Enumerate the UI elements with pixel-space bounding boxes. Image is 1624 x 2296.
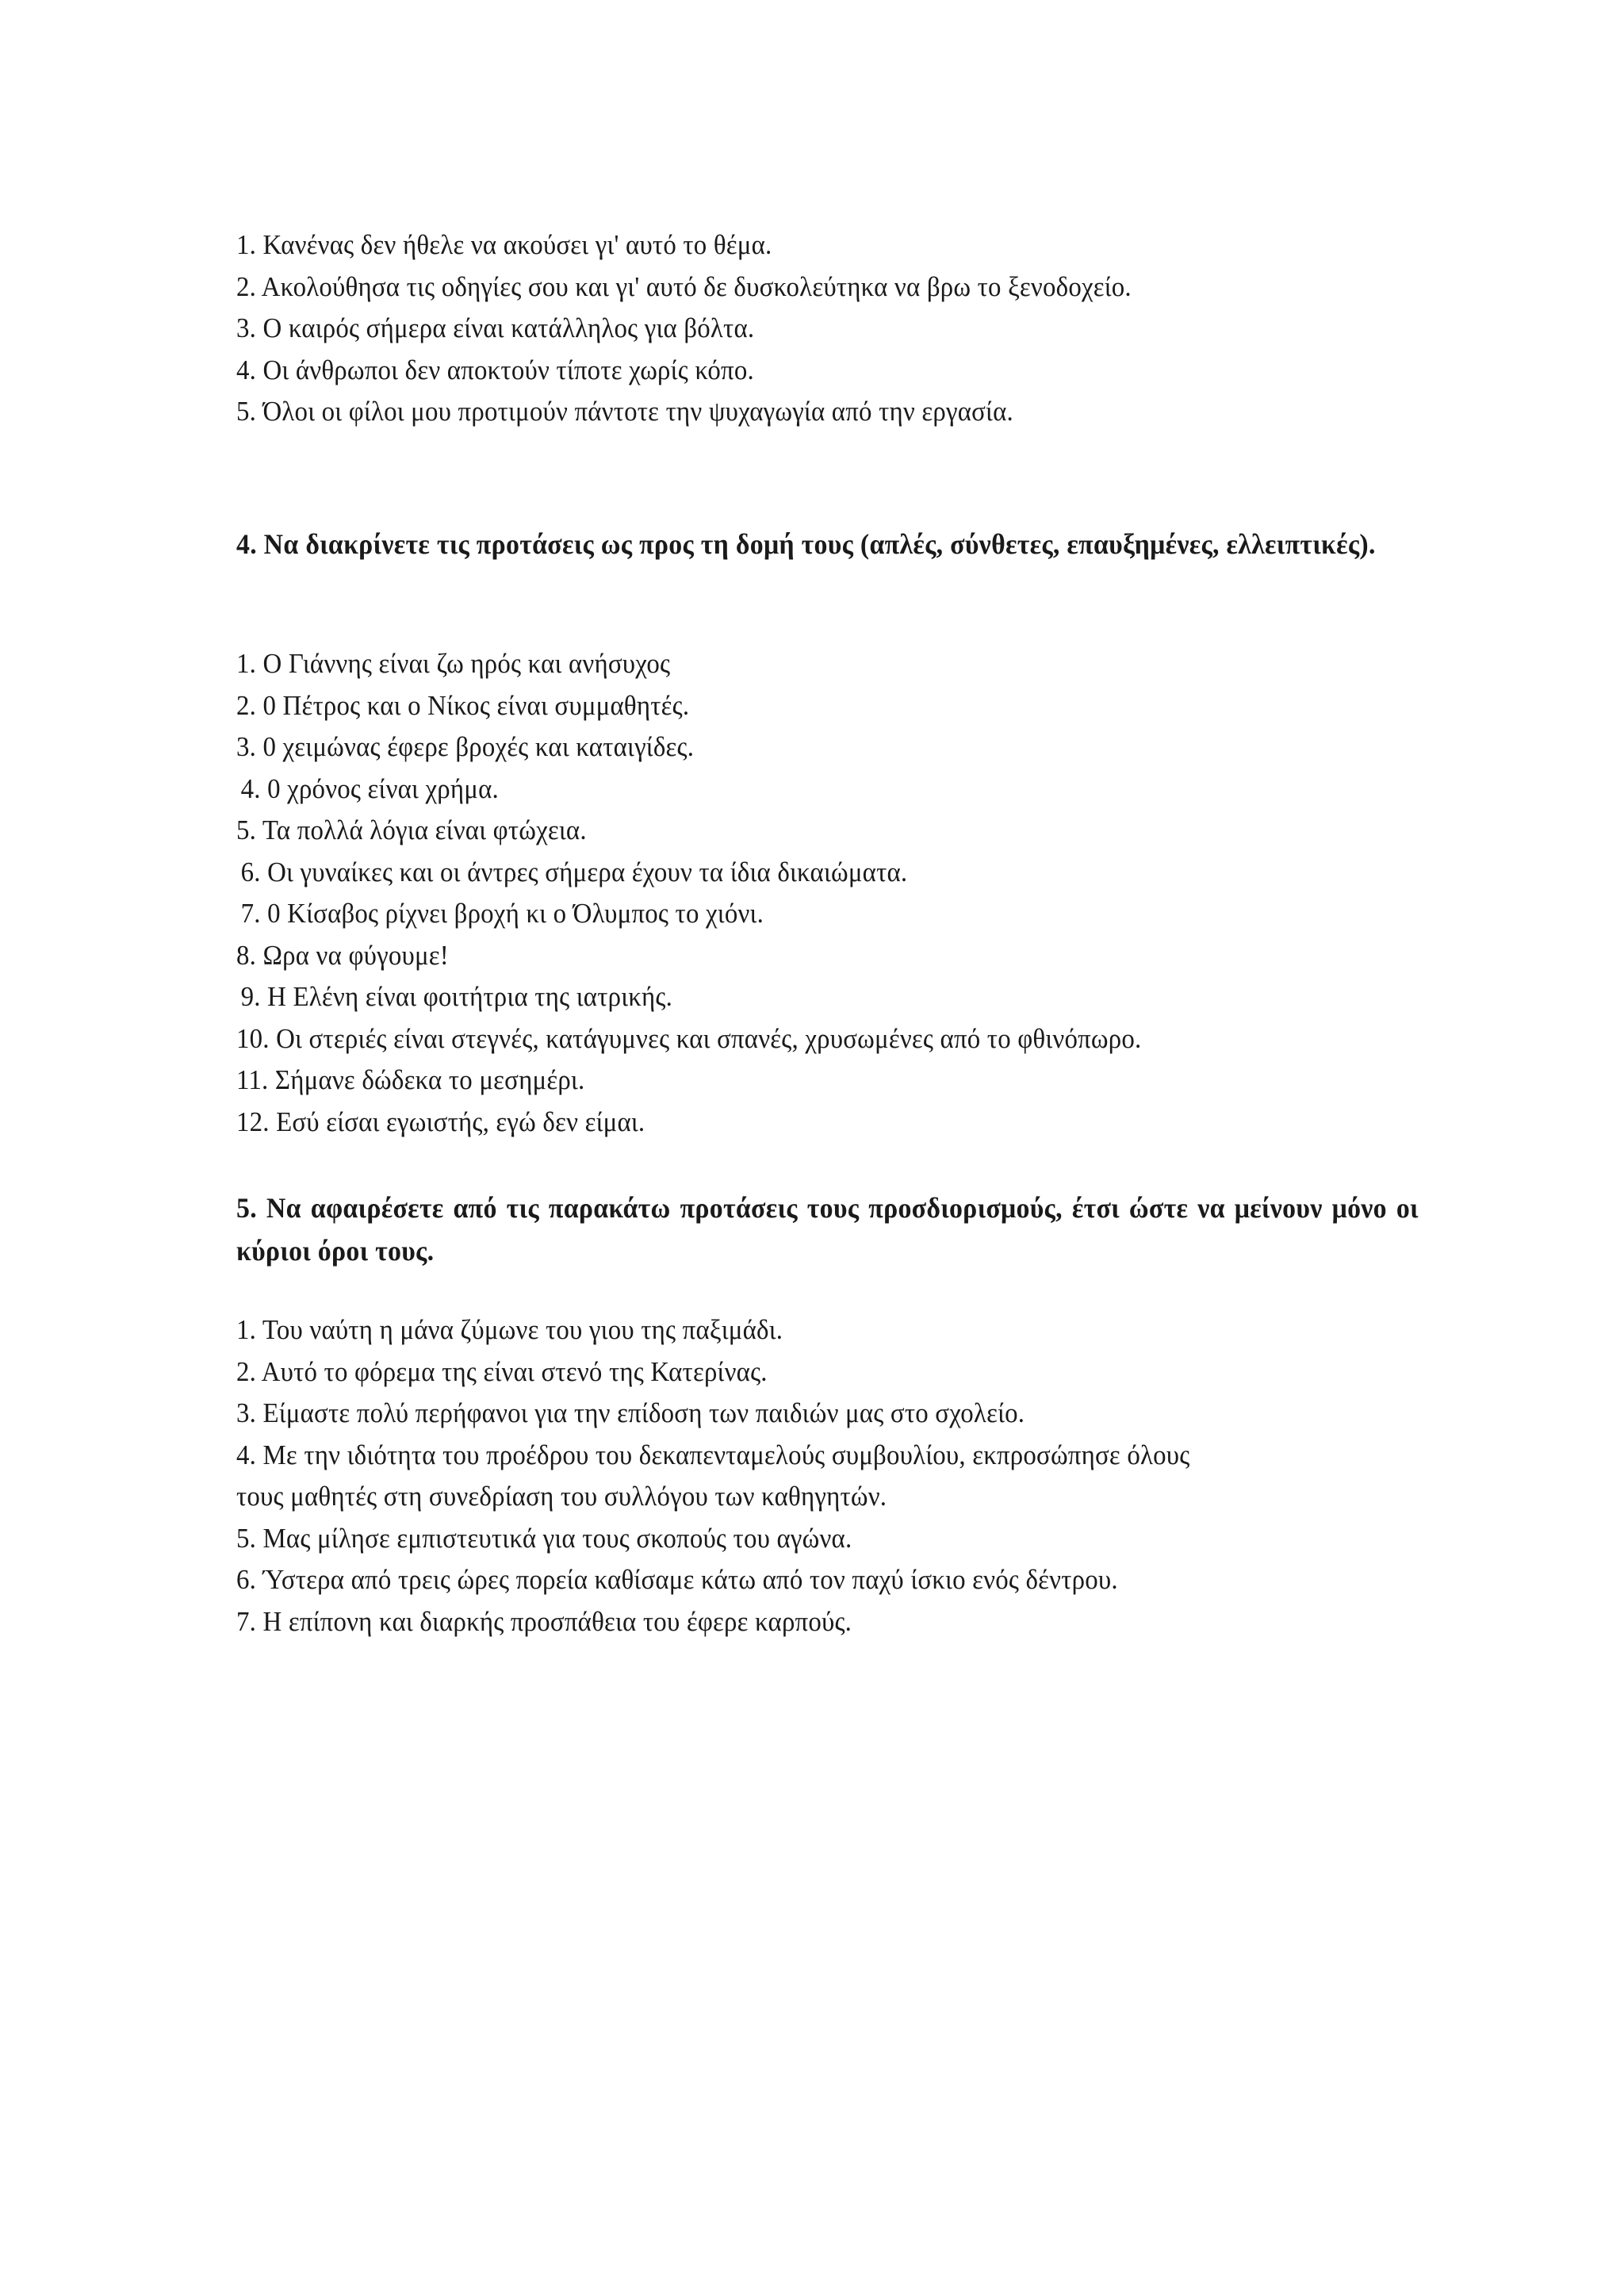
section3-list (236, 224, 1418, 433)
section5-heading: 5. Να αφαιρέσετε από τις παρακάτω προτάσεις τους προσδιορισμούς, έτσι ώστε να μείνουν μόνο οι κύριοι όροι τους. (236, 1192, 1419, 1267)
list-item: 2. Αυτό το φόρεμα της είναι στενό της Κατερίνας. (236, 1355, 768, 1387)
section4-list (236, 643, 1418, 1143)
list-item: 4. Με την ιδιότητα του προέδρου του δεκαπενταμελούς συμβουλίου, εκπροσώπησε όλους (236, 1439, 1190, 1470)
list-item: 1. Ο Γιάννης είναι ζω ηρός και ανήσυχος (236, 648, 671, 679)
list-item: 4. Οι άνθρωποι δεν αποκτούν τίποτε χωρίς κόπο. (236, 354, 754, 385)
list-item: 11. Σήμανε δώδεκα το μεσημέρι. (236, 1064, 585, 1095)
list-item: 8. Ωρα να φύγουμε! (236, 939, 449, 971)
list-item: 5. Όλοι οι φίλοι μου προτιμούν πάντοτε την ψυχαγωγία από την εργασία. (236, 396, 1013, 427)
list-item: 3. Είμαστε πολύ περήφανοι για την επίδοση των παιδιών μας στο σχολείο. (236, 1397, 1025, 1428)
list-item: 4. 0 χρόνος είναι χρήμα. (240, 772, 499, 804)
list-item: 2. 0 Πέτρος και ο Νίκος είναι συμμαθητές. (236, 689, 690, 721)
list-item: 5. Μας μίλησε εμπιστευτικά για τους σκοπούς του αγώνα. (236, 1522, 852, 1554)
section4-heading: 4. Να διακρίνετε τις προτάσεις ως προς τη δομή τους (απλές, σύνθετες, επαυξημένες, ελλειπτικές). (236, 528, 1376, 560)
list-item: 7. Η επίπονη και διαρκής προσπάθεια του έφερε καρπούς. (236, 1605, 852, 1637)
list-item: 3. 0 χειμώνας έφερε βροχές και καταιγίδες. (236, 731, 695, 762)
list-item: 5. Τα πολλά λόγια είναι φτώχεια. (236, 815, 587, 845)
list-item: 10. Οι στεριές είναι στεγνές, κατάγυμνες και σπανές, χρυσωμένες από το φθινόπωρο. (236, 1022, 1142, 1054)
list-item: 9. Η Ελένη είναι φοιτήτρια της ιατρικής. (240, 981, 673, 1012)
list-item: 3. Ο καιρός σήμερα είναι κατάλληλος για βόλτα. (236, 312, 755, 343)
list-item: 6. Οι γυναίκες και οι άντρες σήμερα έχουν τα ίδια δικαιώματα. (240, 856, 908, 887)
list-item: 2. Ακολούθησα τις οδηγίες σου και γι' αυτό δε δυσκολεύτηκα να βρω το ξενοδοχείο. (236, 270, 1132, 302)
section4-heading-block (236, 523, 1418, 565)
list-item: 1. Κανένας δεν ήθελε να ακούσει γι' αυτό το θέμα. (236, 229, 772, 260)
list-item: 1. Του ναύτη η μάνα ζύμωνε του γιου της παξιμάδι. (236, 1314, 783, 1345)
list-item: 7. 0 Κίσαβος ρίχνει βροχή κι ο Όλυμπος το χιόνι. (240, 898, 764, 929)
section5-list (236, 1309, 1418, 1642)
list-item: 12. Εσύ είσαι εγωιστής, εγώ δεν είμαι. (236, 1106, 645, 1137)
list-item: 6. Ύστερα από τρεις ώρες πορεία καθίσαμε κάτω από τον παχύ ίσκιο ενός δέντρου. (236, 1564, 1118, 1595)
list-item: τους μαθητές στη συνεδρίαση του συλλόγου των καθηγητών. (236, 1481, 887, 1512)
section5-heading-block (236, 1186, 1418, 1272)
